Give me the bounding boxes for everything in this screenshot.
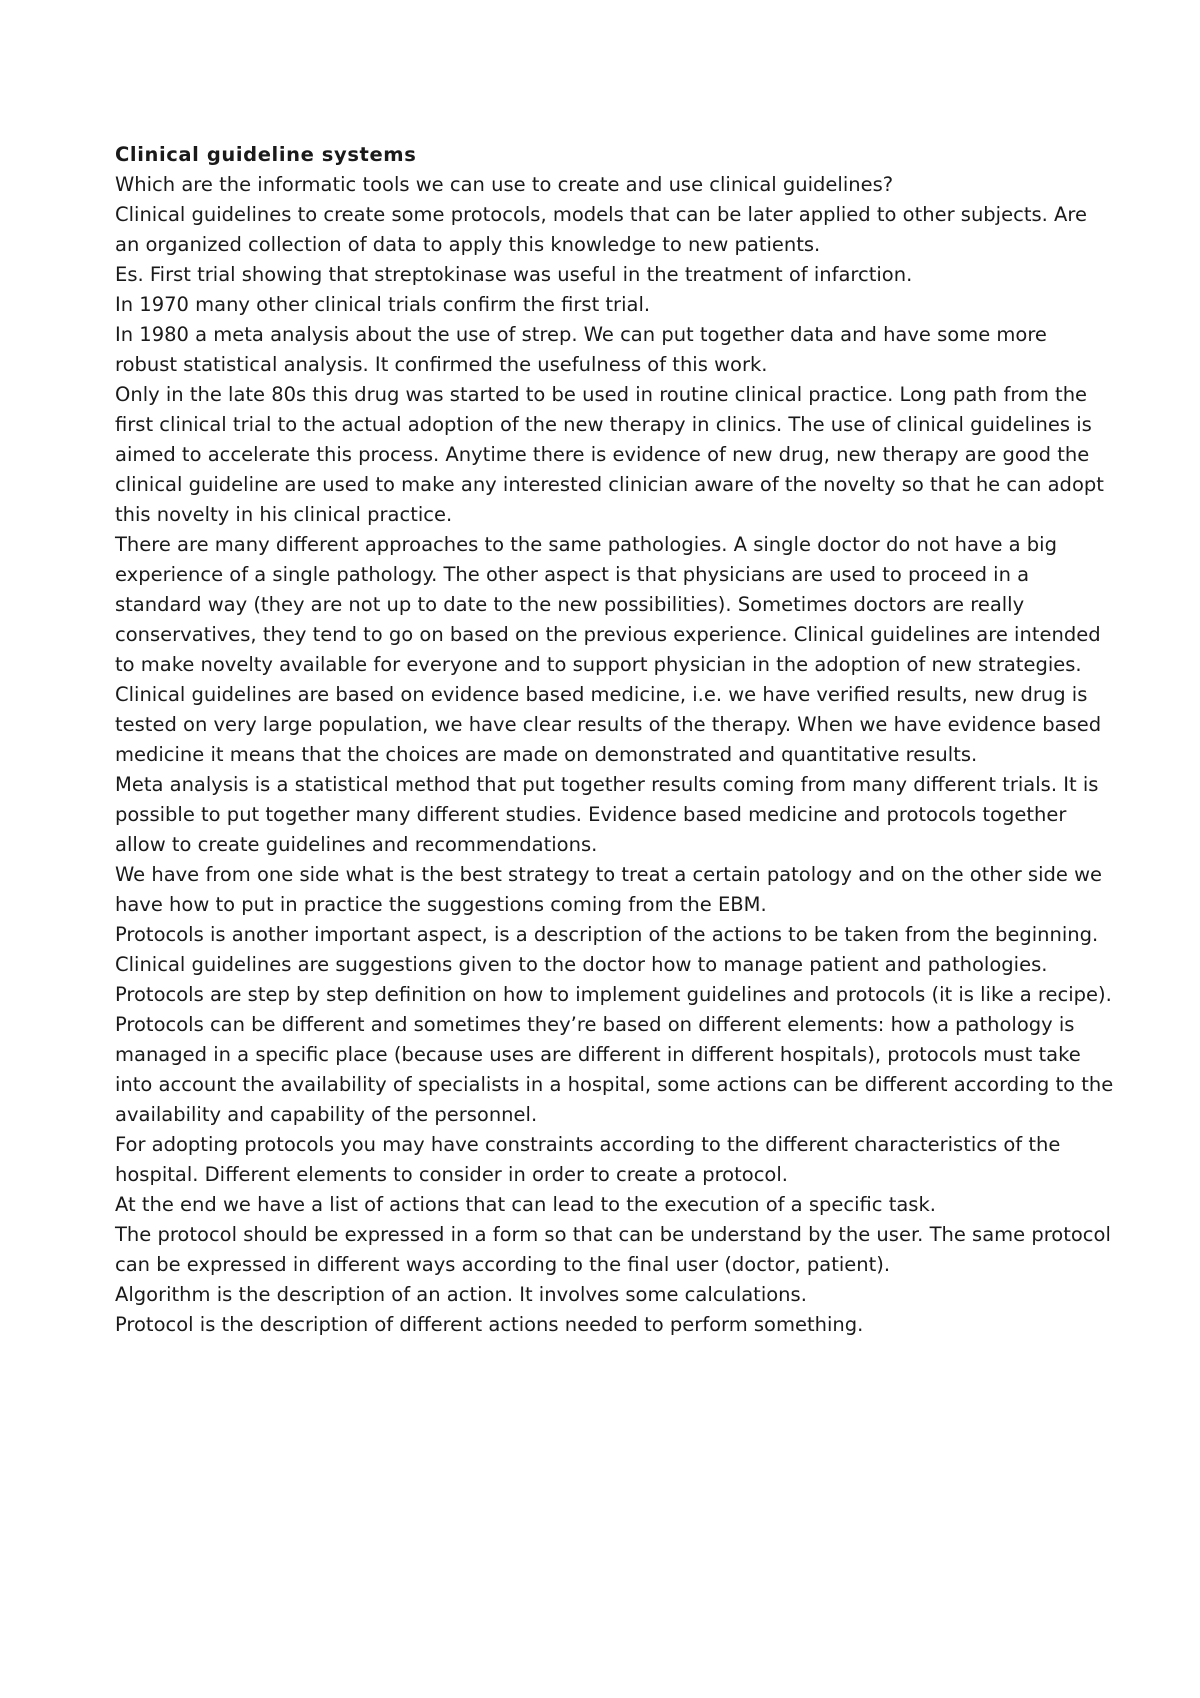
paragraph: Clinical guidelines to create some protocols, models that can be later applied to other subjects. Are an organized collection of data to apply this knowledge to new patients. (115, 203, 1087, 256)
paragraph: There are many different approaches to the same pathologies. A single doctor do not have a big experience of a single pathology. The other aspect is that physicians are used to proceed in a standard way (they are not up to date to the new possibilities). Sometimes doctors are really conservatives, they tend to go on based on the previous experience. Clinical guidelines are intended to make novelty available for everyone and to support physician in the adoption of new strategies. (115, 533, 1101, 676)
paragraph: Algorithm is the description of an action. It involves some calculations. (115, 1283, 807, 1306)
paragraph: At the end we have a list of actions that can lead to the execution of a specific task. (115, 1193, 936, 1216)
paragraph: The protocol should be expressed in a form so that can be understand by the user. The same protocol can be expressed in different ways according to the final user (doctor, patient). (115, 1223, 1111, 1276)
paragraph: In 1980 a meta analysis about the use of strep. We can put together data and have some more robust statistical analysis. It confirmed the usefulness of this work. (115, 323, 1047, 376)
paragraph: We have from one side what is the best strategy to treat a certain patology and on the other side we have how to put in practice the suggestions coming from the EBM. (115, 863, 1103, 916)
document-body (115, 140, 1115, 1340)
paragraph: In 1970 many other clinical trials confirm the first trial. (115, 293, 651, 316)
paragraph: Es. First trial showing that streptokinase was useful in the treatment of infarction. (115, 263, 913, 286)
paragraph: Clinical guidelines are suggestions given to the doctor how to manage patient and pathologies. Protocols are step by step definition on how to implement guidelines and protocols (it is like a recipe). (115, 953, 1112, 1006)
document-title: Clinical guideline systems (115, 143, 417, 166)
paragraph: For adopting protocols you may have constraints according to the different characteristics of the hospital. Different elements to consider in order to create a protocol. (115, 1133, 1061, 1186)
paragraph: Protocols is another important aspect, is a description of the actions to be taken from the beginning. (115, 923, 1099, 946)
paragraph: Protocol is the description of different actions needed to perform something. (115, 1313, 864, 1336)
paragraph: Only in the late 80s this drug was started to be used in routine clinical practice. Long path from the first clinical trial to the actual adoption of the new therapy in clinics. The use of clinical guidelines is aimed to accelerate this process. Anytime there is evidence of new drug, new therapy are good the clinical guideline are used to make any interested clinician aware of the novelty so that he can adopt this novelty in his clinical practice. (115, 383, 1104, 526)
paragraph: Clinical guidelines are based on evidence based medicine, i.e. we have verified results, new drug is tested on very large population, we have clear results of the therapy. When we have evidence based medicine it means that the choices are made on demonstrated and quantitative results. (115, 683, 1102, 766)
paragraph: Meta analysis is a statistical method that put together results coming from many different trials. It is possible to put together many different studies. Evidence based medicine and protocols together allow to create guidelines and recommendations. (115, 773, 1099, 856)
paragraph: Protocols can be different and sometimes they’re based on different elements: how a pathology is managed in a specific place (because uses are different in different hospitals), protocols must take into account the availability of specialists in a hospital, some actions can be different according to the availability and capability of the personnel. (115, 1013, 1114, 1126)
paragraph: Which are the informatic tools we can use to create and use clinical guidelines? (115, 173, 894, 196)
